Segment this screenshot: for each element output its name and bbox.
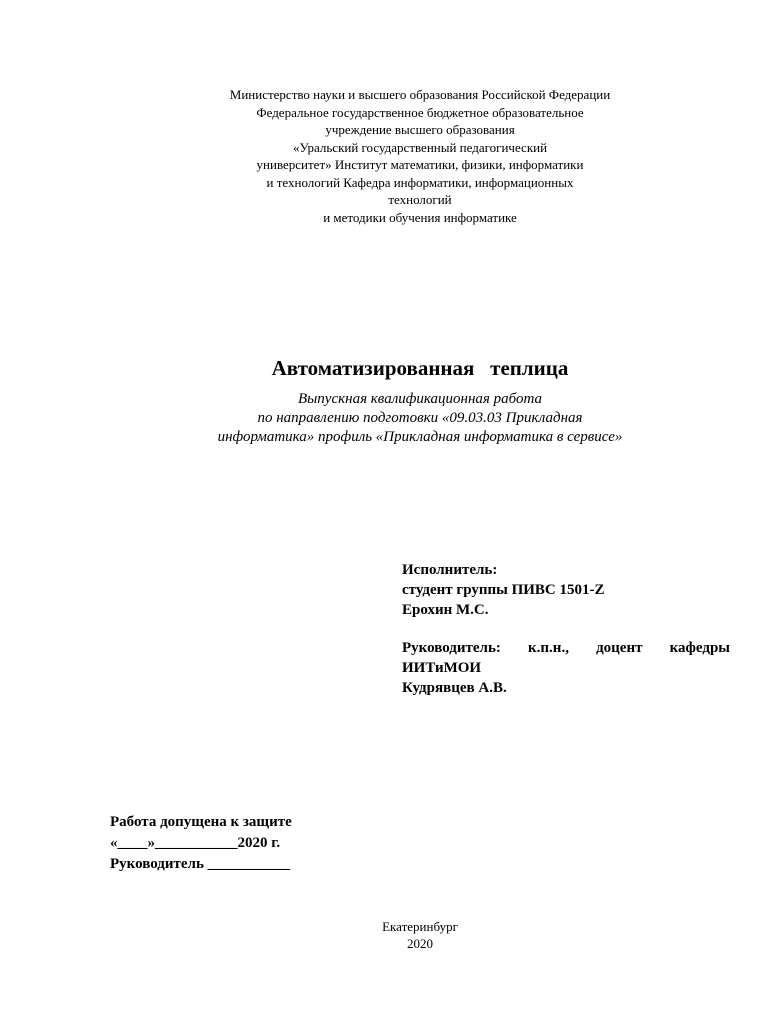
admission-block [110,812,292,875]
header-line: «Уральский государственный педагогический [292,139,548,155]
header-line: учреждение высшего образования [325,122,515,137]
document-title: Автоматизированная теплица [271,356,569,380]
supervisor-name: Кудрявцев А.В. [402,680,507,696]
subtitle-line: по направлению подготовки «09.03.03 Прикладная [257,410,583,426]
authors-block [402,560,730,698]
executor-label: Исполнитель: [402,562,498,578]
header-line: Федеральное государственное бюджетное образовательное [256,104,584,120]
header-line: Министерство науки и высшего образования Российской Федерации [229,87,611,102]
city-year-footer [100,918,740,952]
supervisor-department: ИИТиМОИ [402,660,482,676]
executor-name: Ерохин М.С. [402,602,489,618]
header-line: технологий [388,192,452,207]
footer-city: Екатеринбург [382,919,458,934]
subtitle-line: информатика» профиль «Прикладная информатика в сервисе» [217,429,623,445]
admission-line: Работа допущена к защите [110,814,292,830]
admission-signature-line: Руководитель ___________ [110,856,291,872]
executor-group: студент группы ПИВС 1501-Z [402,582,605,598]
subtitle-line: Выпускная квалификационная работа [297,391,543,407]
institution-header [100,86,740,226]
document-subtitle [100,390,740,447]
header-line: университет» Институт математики, физики, информатики [256,157,584,172]
footer-year: 2020 [407,936,433,951]
admission-date-line: «____»___________2020 г. [110,835,281,851]
supervisor-title: Руководитель: к.п.н., доцент кафедры [402,640,730,656]
header-line: и технологий Кафедра информатики, информационных [266,174,574,190]
header-line: и методики обучения информатике [323,209,517,225]
